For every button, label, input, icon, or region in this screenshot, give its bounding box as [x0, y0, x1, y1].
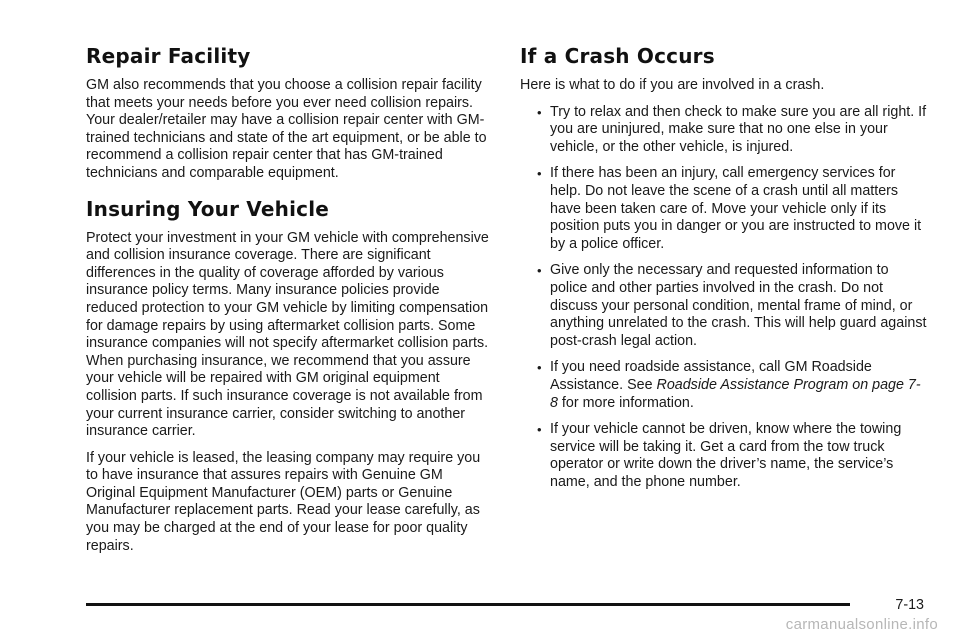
bullet-icon: • [537, 166, 542, 182]
roadside-assistance-reference[interactable]: Roadside Assistance Program on page 7-8 [550, 376, 921, 411]
crash-heading: If a Crash Occurs [520, 44, 715, 68]
left-column [86, 44, 490, 564]
list-item [520, 104, 928, 157]
list-item [520, 421, 928, 491]
page-number: 7-13 [895, 597, 924, 613]
list-item [520, 262, 928, 350]
crash-intro: Here is what to do if you are involved in a crash. [520, 77, 825, 93]
repair-facility-paragraph: GM also recommends that you choose a collision repair facility that meets your needs before you ever need collision repairs. Your dealer/retailer may have a collision repair center with GM-trained technicians and state of the art equipment, or be able to recommend a collision repair center that has GM-trained technicians and comparable equipment. [86, 77, 487, 181]
bullet-icon: • [537, 422, 542, 438]
list-item [520, 165, 928, 253]
list-item-text: If there has been an injury, call emergency services for help. Do not leave the scene of a crash until all matters have been taken care of. Move your vehicle only if its position puts you in danger or you are instructed to move it by a police officer. [550, 165, 922, 252]
bullet-icon: • [537, 360, 542, 376]
insuring-vehicle-heading: Insuring Your Vehicle [86, 196, 330, 221]
list-item-text: Give only the necessary and requested information to police and other parties involved in the crash. Do not discuss your personal condition, mental frame of mind, or anything unrelated to the crash. This will help guard against post-crash legal action. [550, 262, 927, 349]
repair-facility-heading: Repair Facility [86, 44, 251, 68]
footer-rule [86, 603, 850, 606]
insuring-vehicle-paragraph-2: If your vehicle is leased, the leasing company may require you to have insurance that assures repairs with Genuine GM Original Equipment Manufacturer (OEM) parts or Genuine Manufacturer replacement parts. Read your lease carefully, as you may be charged at the end of your lease for poor quality repairs. [86, 449, 481, 554]
crash-steps-list [520, 104, 928, 492]
insuring-vehicle-paragraph-1: Protect your investment in your GM vehicle with comprehensive and collision insurance coverage. There are significant differences in the quality of coverage afforded by various insurance policy terms. Many insurance policies provide reduced protection to your GM vehicle by limiting compensation for damage repairs by using aftermarket collision parts. Some insurance companies will not specify aftermarket collision parts. When purchasing insurance, we recommend that you assure your vehicle will be repaired with GM original equipment collision parts. If such insurance coverage is not available from your current insurance carrier, consider switching to another insurance carrier. [86, 229, 489, 440]
list-item-text [550, 359, 928, 412]
right-column [520, 44, 928, 500]
bullet-icon: • [537, 104, 542, 120]
list-item [520, 359, 928, 412]
list-item-text: Try to relax and then check to make sure you are all right. If you are uninjured, make sure that no one else in your vehicle, or the other vehicle, is injured. [550, 103, 927, 155]
list-item-text-start: If you need roadside assistance, call GM Roadside Assistance. See [550, 359, 872, 393]
list-item-text: If your vehicle cannot be driven, know where the towing service will be taking it. Get a card from the tow truck operator or write down the driver’s name, the service’s name, and the phone number. [550, 421, 902, 490]
watermark: carmanualsonline.info [785, 616, 938, 633]
list-item-text-end: for more information. [557, 394, 694, 411]
bullet-icon: • [537, 263, 542, 279]
